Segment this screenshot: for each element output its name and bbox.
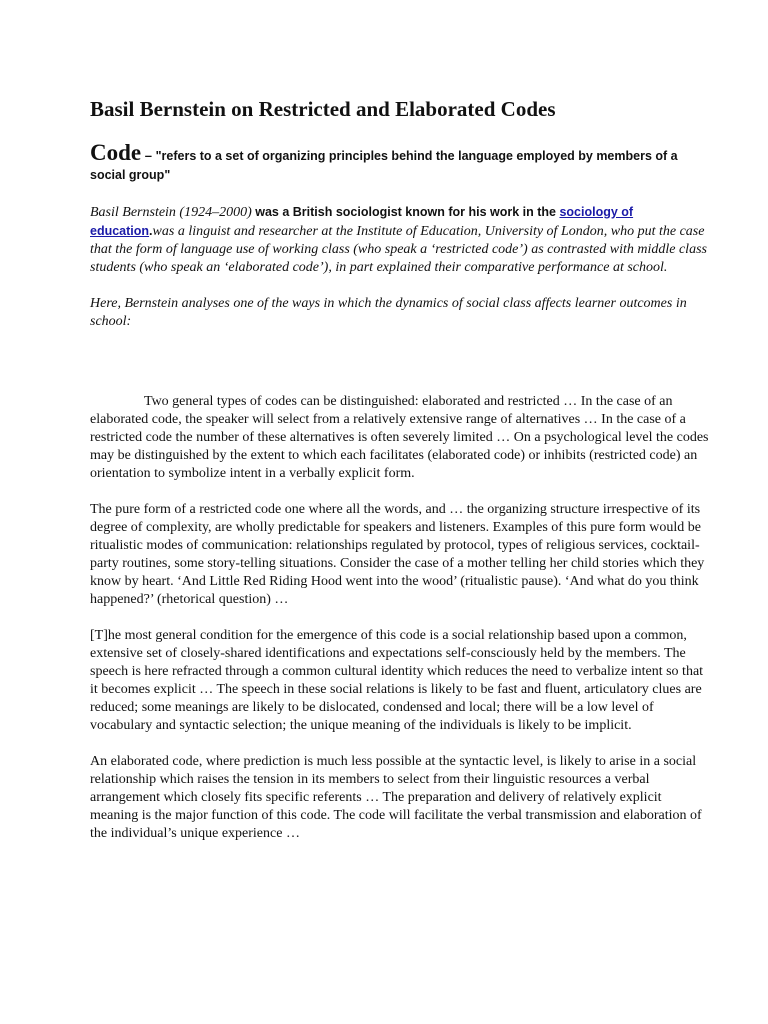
body-paragraph-2: The pure form of a restricted code one where all the words, and … the organizing structure irrespective of its degree of complexity, are wholly predictable for speakers and listeners. Examples of this pure form would be ritualistic modes of communication: relationships regulated by protocol, types of religious services, cocktail-party routines, some story-telling situations. Consider the case of a mother telling her child stories which they know by heart. ‘And Little Red Riding Hood went into the wood’ (ritualistic pause). ‘And what do you think happened?’ (rhetorical question) …	[90, 502, 705, 607]
code-term: Code	[90, 140, 142, 165]
body-paragraph-1: Two general types of codes can be distinguished: elaborated and restricted … In the case of an elaborated code, the speaker will select from a relatively extensive range of alternatives … In the case of a restricted code the number of these alternatives is often severely limited … On a psychological level the codes may be distinguished by the extent to which each facilitates (elaborated code) or inhibits (restricted code) an orientation to symbolize intent in a verbally explicit form.	[90, 394, 709, 481]
document-page	[90, 96, 710, 861]
code-dash: –	[141, 148, 156, 163]
body-paragraph-3: [T]he most general condition for the emergence of this code is a social relationship based upon a common, extensive set of closely-shared identifications and expectations self-consciously held by the members. The speech is here refracted through a common cultural identity which reduces the need to verbalize intent so that it becomes explicit … The speech in these social relations is likely to be fast and fluent, articulatory clues are reduced; some meanings are likely to be dislocated, condensed and local; there will be a low level of vocabulary and syntactic selection; the unique meaning of the individuals is likely to be implicit.	[90, 628, 704, 733]
bio-name-dates: Basil Bernstein (1924–2000)	[90, 205, 252, 220]
code-definition	[90, 140, 710, 185]
body-paragraph-4: An elaborated code, where prediction is much less possible at the syntactic level, is likely to arise in a social relationship which raises the tension in its members to select from their linguistic resources a verbal arrangement which closely fits specific referents … The preparation and delivery of relatively explicit meaning is the major function of this code. The code will facilitate the verbal transmission and elaboration of the individual’s unique experience …	[90, 754, 702, 841]
intro-paragraph: Here, Bernstein analyses one of the ways in which the dynamics of social class affects learner outcomes in school:	[90, 296, 687, 329]
bio-paragraph	[90, 203, 710, 277]
bio-link-suffix: .	[149, 224, 153, 238]
code-definition-text: "refers to a set of organizing principles behind the language employed by members of a social group"	[90, 149, 678, 182]
bio-rest: was a linguist and researcher at the Institute of Education, University of London, who put the case that the form of language use of working class (who speak a ‘restricted code’) as contrasted with middle class students (who speak an ‘elaborated code’), in part explained their comparative performance at school.	[90, 224, 707, 275]
bio-upright-text: was a British sociologist known for his work in the	[251, 205, 560, 219]
page-title: Basil Bernstein on Restricted and Elaborated Codes	[90, 97, 556, 121]
sociology-of-education-link[interactable]: sociology of education	[90, 205, 634, 238]
